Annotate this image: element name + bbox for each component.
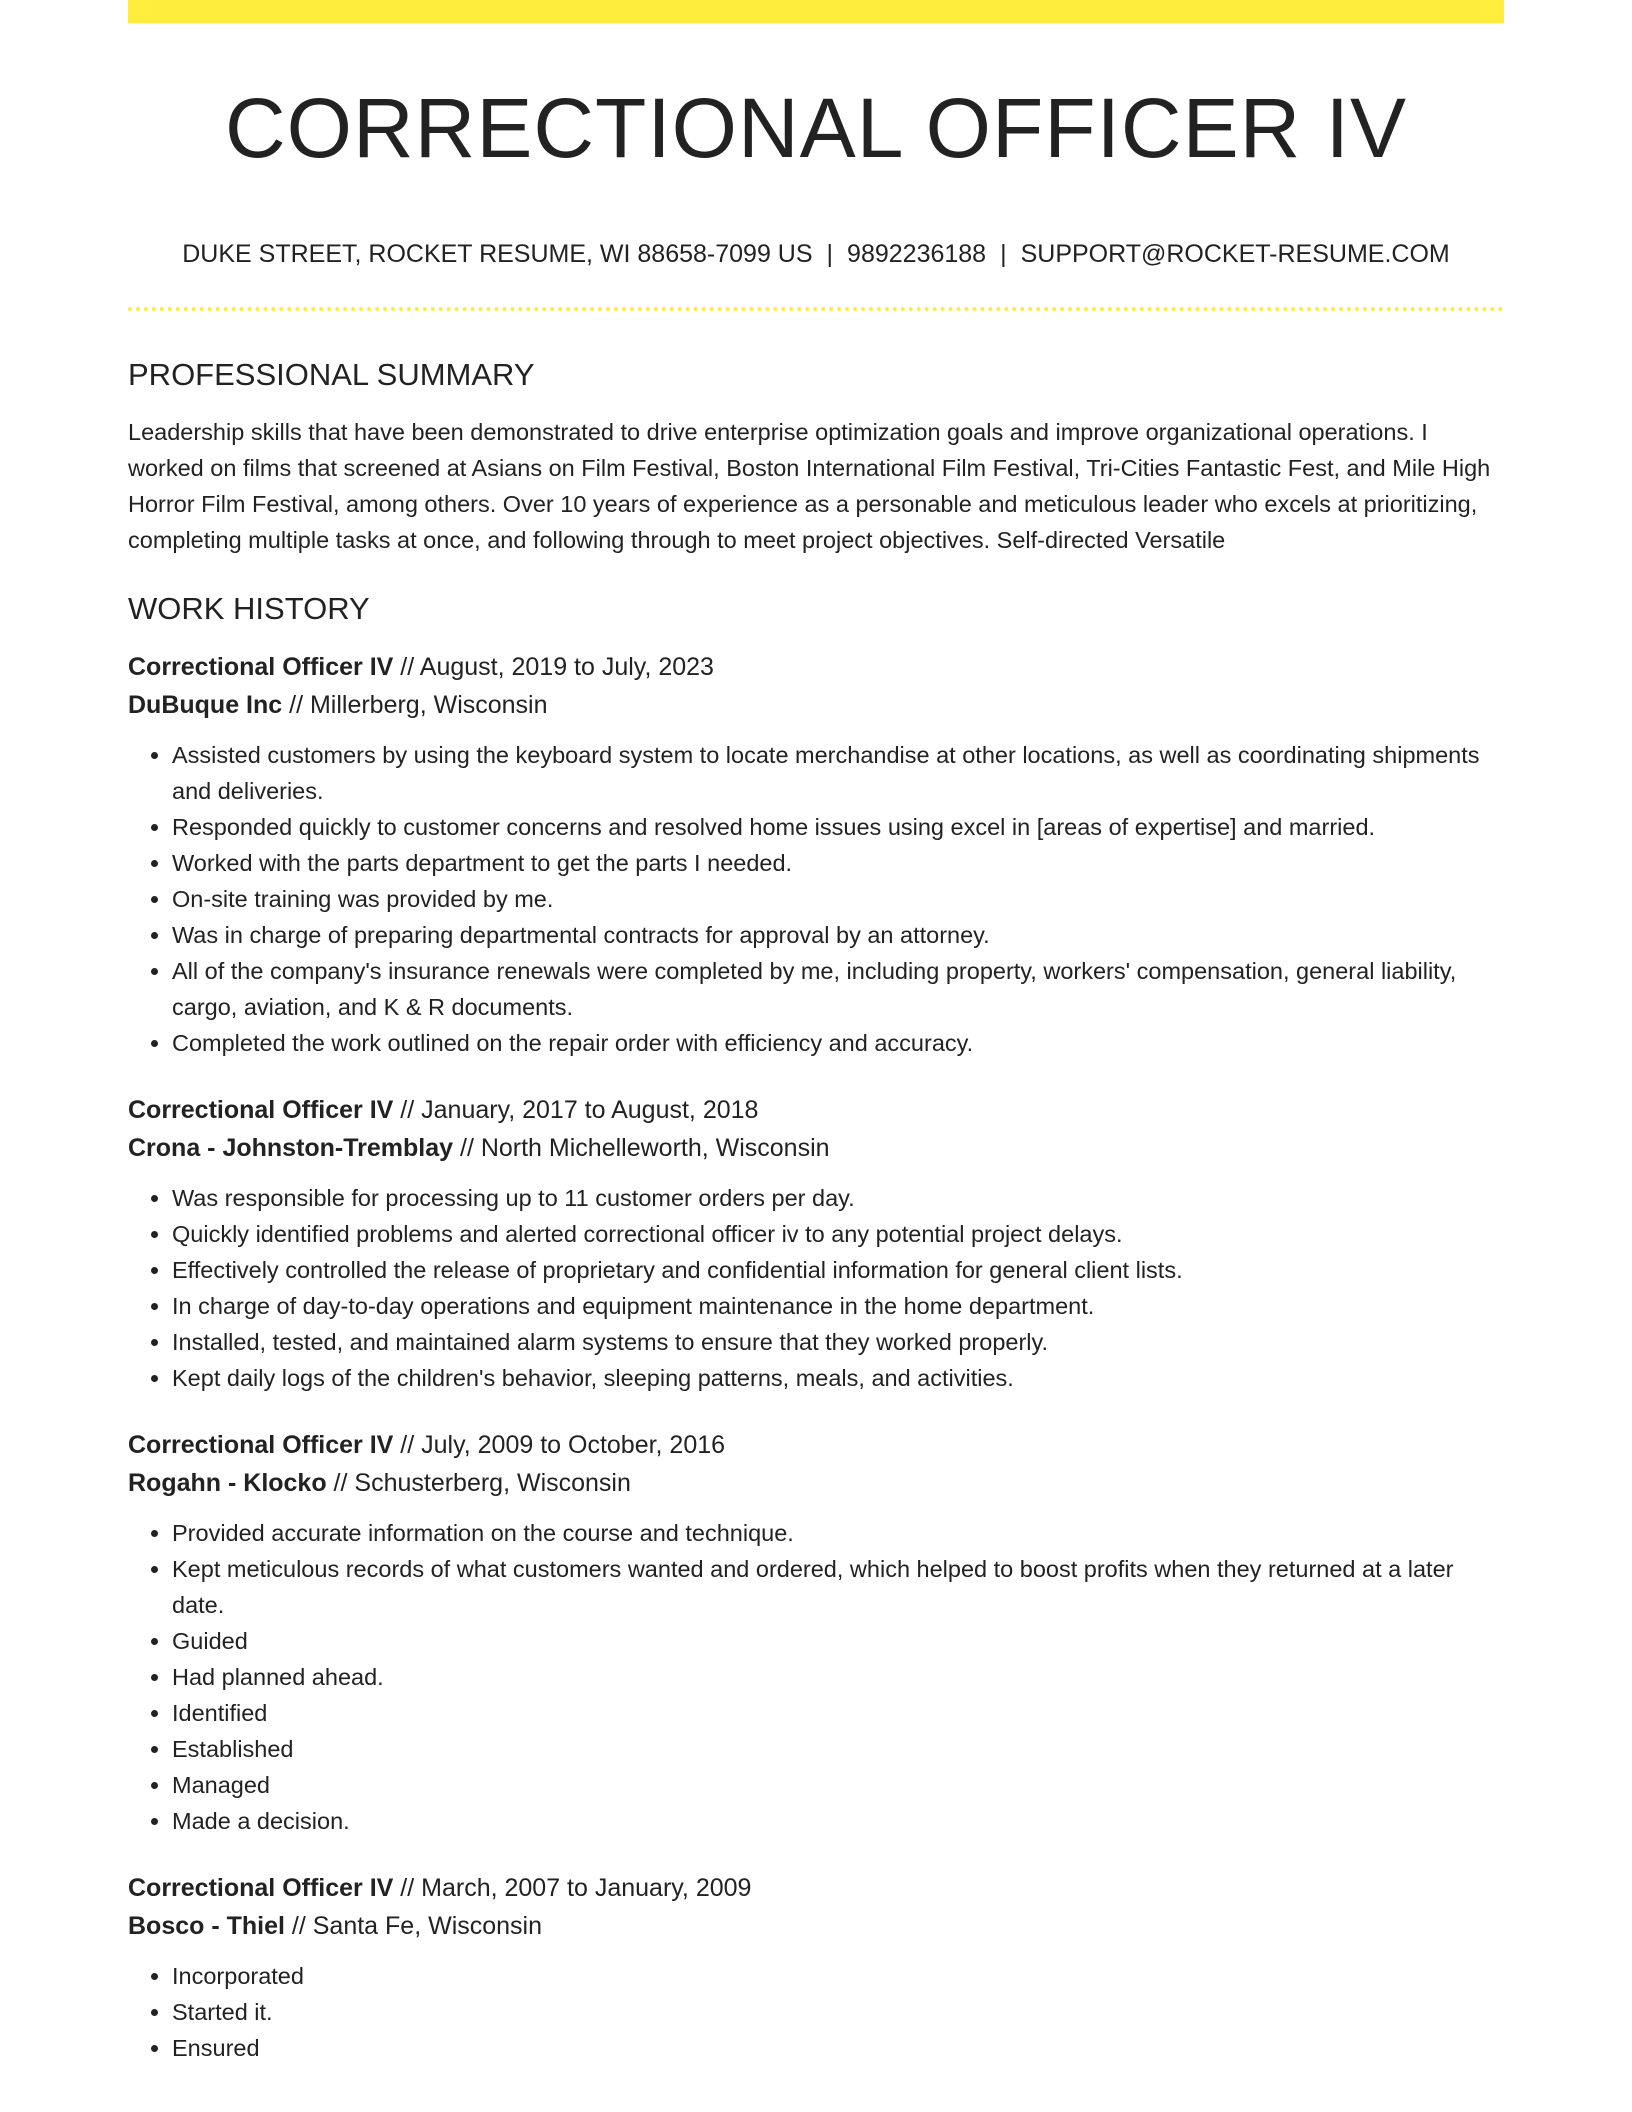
job-title-line	[128, 1091, 1504, 1129]
job-bullet: • Identified	[172, 1695, 1504, 1731]
job-entry	[128, 1869, 1504, 2066]
job-title: Correctional Officer IV	[128, 1874, 394, 1902]
job-location: // Schusterberg, Wisconsin	[326, 1469, 631, 1497]
job-title-line	[128, 648, 1504, 686]
job-bullet: • Was in charge of preparing departmental contracts for approval by an attorney.	[172, 917, 1504, 953]
job-bullet-list	[128, 737, 1504, 1061]
job-bullet: • Worked with the parts department to get the parts I needed.	[172, 845, 1504, 881]
job-dates: // August, 2019 to July, 2023	[393, 653, 714, 681]
job-bullet: • Quickly identified problems and alerted correctional officer iv to any potential project delays.	[172, 1216, 1504, 1252]
job-bullet: • All of the company's insurance renewals were completed by me, including property, workers' compensation, general liability, cargo, aviation, and K & R documents.	[172, 953, 1504, 1025]
summary-text: Leadership skills that have been demonstrated to drive enterprise optimization goals and improve organizational operations. I worked on films that screened at Asians on Film Festival, Boston International Film Festival, Tri-Cities Fantastic Fest, and Mile High Horror Film Festival, among others. Over 10 years of experience as a personable and meticulous leader who excels at prioritizing, completing multiple tasks at once, and following through to meet project objectives. Self-directed Versatile	[128, 419, 1491, 553]
job-title-line	[128, 1869, 1504, 1907]
job-bullet: • Was responsible for processing up to 11 customer orders per day.	[172, 1180, 1504, 1216]
job-bullet: • Kept daily logs of the children's behavior, sleeping patterns, meals, and activities.	[172, 1360, 1504, 1396]
job-bullet: • Incorporated	[172, 1958, 1504, 1994]
job-entry	[128, 648, 1504, 1061]
job-company: Rogahn - Klocko	[128, 1469, 327, 1497]
job-bullet: • On-site training was provided by me.	[172, 881, 1504, 917]
contact-separator: |	[1000, 240, 1007, 268]
job-bullet: • Responded quickly to customer concerns and resolved home issues using excel in [areas of expertise] and married.	[172, 809, 1504, 845]
job-company-line	[128, 1129, 1504, 1167]
contact-email: SUPPORT@ROCKET-RESUME.COM	[1020, 240, 1450, 268]
contact-line	[128, 236, 1504, 272]
job-bullet: • Established	[172, 1731, 1504, 1767]
job-company-line	[128, 1464, 1504, 1502]
job-location: // North Michelleworth, Wisconsin	[453, 1134, 830, 1162]
job-company: Bosco - Thiel	[128, 1912, 285, 1940]
job-bullet: • Effectively controlled the release of proprietary and confidential information for general client lists.	[172, 1252, 1504, 1288]
job-company: DuBuque Inc	[128, 691, 283, 719]
job-bullet: • Managed	[172, 1767, 1504, 1803]
job-title: Correctional Officer IV	[128, 653, 394, 681]
job-bullet: • Made a decision.	[172, 1803, 1504, 1839]
job-dates: // March, 2007 to January, 2009	[393, 1874, 752, 1902]
job-dates: // January, 2017 to August, 2018	[393, 1096, 759, 1124]
work-history-list	[128, 648, 1504, 2066]
job-company: Crona - Johnston-Tremblay	[128, 1134, 454, 1162]
job-company-line	[128, 686, 1504, 724]
job-bullet-list	[128, 1180, 1504, 1396]
job-entry	[128, 1426, 1504, 1839]
accent-bar	[128, 0, 1504, 23]
job-bullet: • Assisted customers by using the keyboard system to locate merchandise at other locations, as well as coordinating shipments and deliveries.	[172, 737, 1504, 809]
job-bullet: • Ensured	[172, 2030, 1504, 2066]
contact-phone: 9892236188	[847, 240, 987, 268]
job-bullet: • Installed, tested, and maintained alarm systems to ensure that they worked properly.	[172, 1324, 1504, 1360]
job-title: Correctional Officer IV	[128, 1431, 394, 1459]
job-bullet: • Provided accurate information on the course and technique.	[172, 1515, 1504, 1551]
dotted-divider	[128, 307, 1504, 311]
summary-heading: PROFESSIONAL SUMMARY	[128, 357, 535, 392]
job-location: // Santa Fe, Wisconsin	[284, 1912, 543, 1940]
job-title: Correctional Officer IV	[128, 1096, 394, 1124]
contact-separator: |	[826, 240, 834, 268]
job-entry	[128, 1091, 1504, 1396]
job-title-line	[128, 1426, 1504, 1464]
resume-content	[128, 352, 1504, 2066]
work-history-heading: WORK HISTORY	[128, 591, 370, 626]
job-bullet: • Kept meticulous records of what customers wanted and ordered, which helped to boost profits when they returned at a later date.	[172, 1551, 1504, 1623]
contact-address: DUKE STREET, ROCKET RESUME, WI 88658-7099 US	[182, 240, 813, 268]
job-bullet: • Guided	[172, 1623, 1504, 1659]
resume-title: CORRECTIONAL OFFICER IV	[225, 81, 1407, 175]
job-company-line	[128, 1907, 1504, 1945]
job-bullet: • In charge of day-to-day operations and equipment maintenance in the home department.	[172, 1288, 1504, 1324]
job-bullet-list	[128, 1958, 1504, 2066]
job-location: // Millerberg, Wisconsin	[282, 691, 548, 719]
job-bullet: • Completed the work outlined on the repair order with efficiency and accuracy.	[172, 1025, 1504, 1061]
job-dates: // July, 2009 to October, 2016	[393, 1431, 726, 1459]
job-bullet: • Started it.	[172, 1994, 1504, 2030]
job-bullet: • Had planned ahead.	[172, 1659, 1504, 1695]
job-bullet-list	[128, 1515, 1504, 1839]
